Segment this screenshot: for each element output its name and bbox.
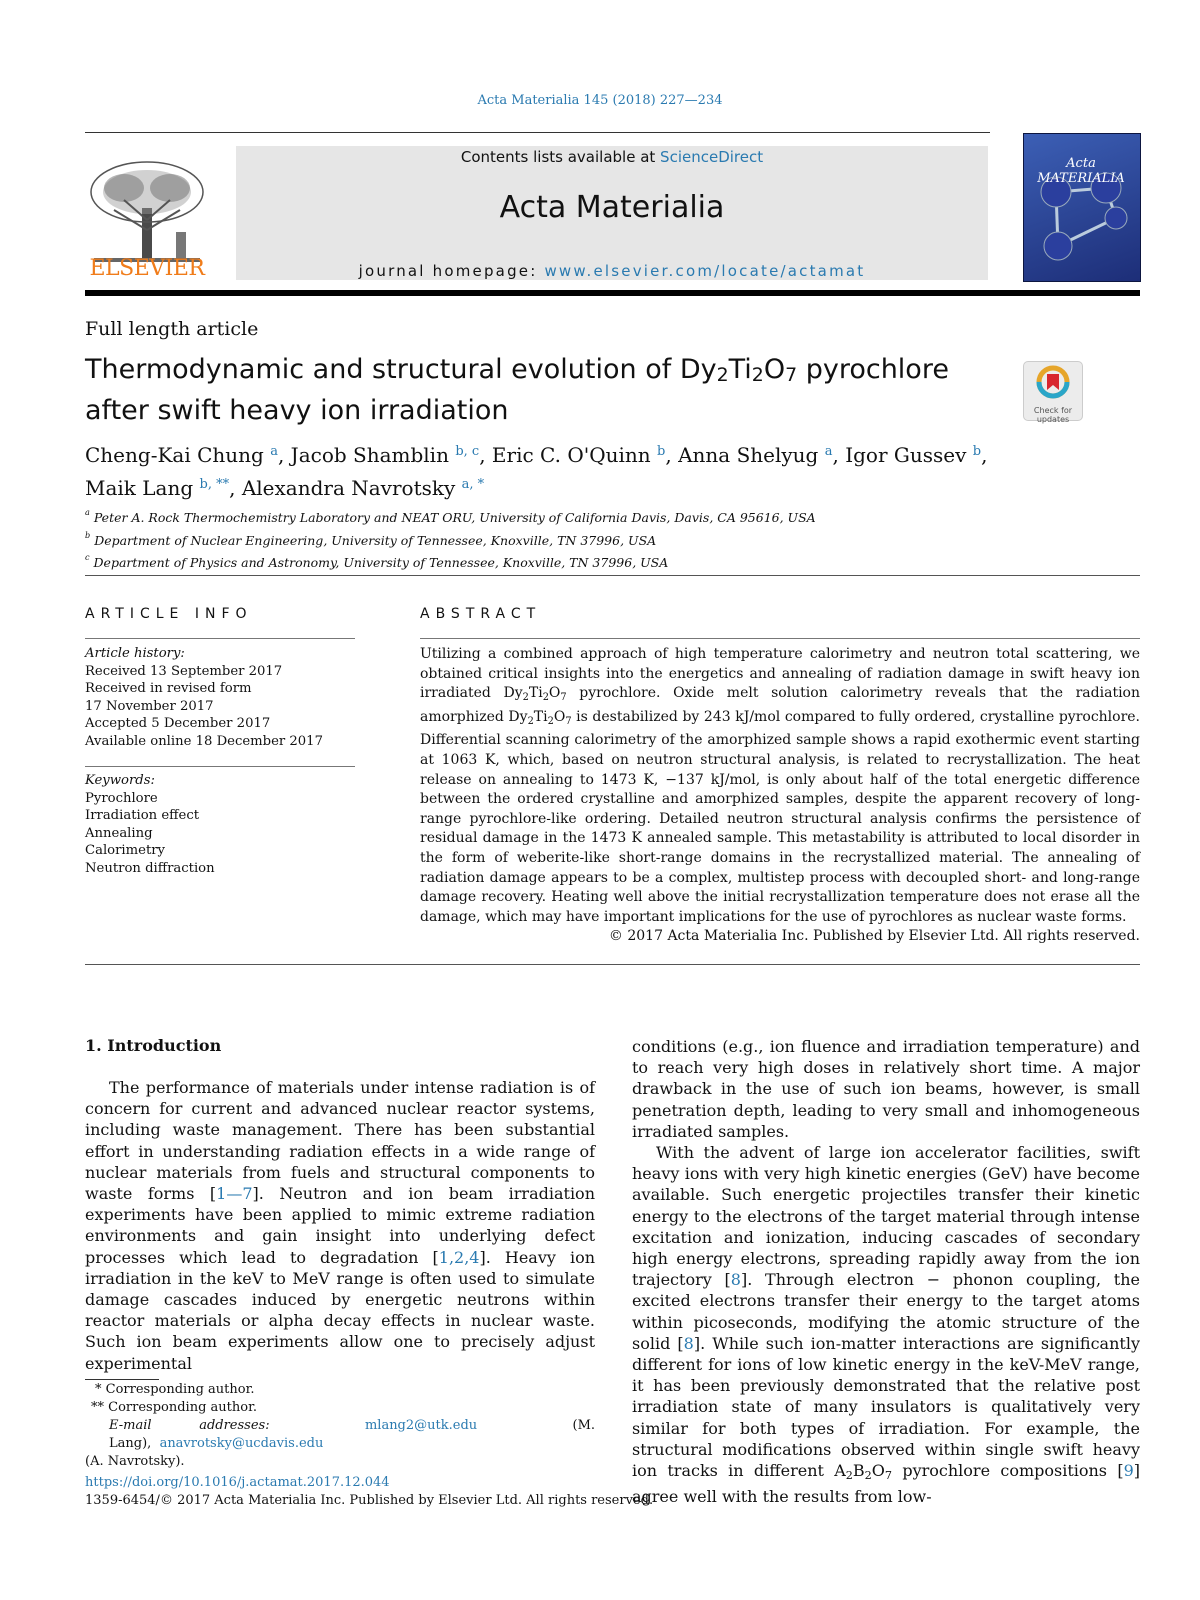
reference-link[interactable]: 9 xyxy=(1123,1461,1134,1481)
article-title: Thermodynamic and structural evolution of $Dy_2Ti_2O_7$ pyrochlore after swift heavy ion irradiation xyxy=(85,354,949,426)
author-list: Cheng-Kai Chung $^a$, Jacob Shamblin $^{b, c}$, Eric C. O'Quinn $^b$, Anna Shelyug $^a$, Igor Gussev $^b$, Maik Lang $^{b, **}$, Alexandra Navrotsky $^{a, *}$ xyxy=(85,443,988,500)
keyword: Annealing xyxy=(85,825,153,841)
reference-link[interactable]: 1—7 xyxy=(216,1184,253,1204)
bookmark-icon xyxy=(1024,362,1082,402)
header-thick-rule xyxy=(85,290,1140,296)
introduction-heading: 1. Introduction xyxy=(85,1036,222,1055)
article-type: Full length article xyxy=(85,318,259,340)
sciencedirect-link[interactable]: ScienceDirect xyxy=(660,148,764,166)
intro-column-left: The performance of materials under intense radiation is of concern for current and advanced nuclear reactor systems, including waste management. There has been substantial effort in understanding radiation effects in a wide range of nuclear materials from fuels and structural components to waste forms [1—7]. Neutron and ion beam irradiation experiments have been applied to mimic extreme radiation environments and gain insight into underlying defect processes which lead to degradation [1,2,4]. Heavy ion irradiation in the keV to MeV range is often used to simulate damage cascades induced by energetic neutrons within reactor materials or alpha decay effects in nuclear waste. Such ion beam experiments allow one to precisely adjust experimental xyxy=(85,1078,596,1373)
author[interactable]: Igor Gussev $^b$ xyxy=(845,443,982,467)
email-link[interactable]: mlang2@utk.edu xyxy=(364,1418,478,1433)
homepage-line: journal homepage: www.elsevier.com/locate/actamat xyxy=(358,262,866,280)
author[interactable]: Jacob Shamblin $^{b, c}$ xyxy=(290,443,480,467)
abstract-heading: ABSTRACT xyxy=(420,606,542,622)
affiliation: $^a$ Peter A. Rock Thermochemistry Laboratory and NEAT ORU, University of California Davis, Davis, CA 95616, USA xyxy=(85,507,816,525)
header-rule xyxy=(85,132,990,133)
reference-link[interactable]: 8 xyxy=(683,1333,694,1353)
section-rule xyxy=(85,575,1140,576)
author[interactable]: Anna Shelyug $^a$ xyxy=(678,443,833,467)
footnote-rule xyxy=(85,1379,159,1380)
author[interactable]: Maik Lang $^{b, **}$ xyxy=(85,476,230,500)
cover-title: Acta MATERIALIA xyxy=(1037,156,1125,186)
abstract-text: Utilizing a combined approach of high temperature calorimetry and neutron total scattering, we obtained critical insights into the energetics and annealing of radiation damage in swift heavy ion irradiated $Dy_2Ti_2O_7$ pyrochlore. Oxide melt solution calorimetry reveals that the radiation amorphized $Dy_2Ti_2O_7$ is destabilized by 243 kJ/mol compared to fully ordered, crystalline pyrochlore. Differential scanning calorimetry of the amorphized sample shows a rapid exothermic event starting at 1063 K, which, based on neutron structural analysis, is related to recrystallization. The heat release on annealing to 1473 K, −137 kJ/mol, is only about half of the total energetic difference between the ordered crystalline and amorphized samples, despite the apparent recovery of long-range pyrochlore-like ordering. Detailed neutron structural analysis confirms the persistence of residual damage in the 1473 K annealed sample. This metastability is attributed to local disorder in the form of weberite-like short-range domains in the recrystallized material. The annealing of radiation damage appears to be a complex, multistep process with decoupled short- and long-range damage recovery. Heating well above the initial recrystallization temperature does not erase all the damage, which may have important implications for the use of pyrochlores as nuclear waste forms. © 2017 Acta Materialia Inc. Published by Elsevier Ltd. All rights reserved. xyxy=(420,645,1140,947)
article-history: Article history: Received 13 September 2017 Received in revised form 17 November 2017 Accepted 5 December 2017 Available online 18 December 2017 xyxy=(85,646,323,749)
keyword: Pyrochlore xyxy=(85,790,158,806)
reference-link[interactable]: 8 xyxy=(730,1270,741,1290)
author[interactable]: Cheng-Kai Chung $^a$ xyxy=(85,443,278,467)
affiliation: $^b$ Department of Nuclear Engineering, University of Tennessee, Knoxville, TN 37996, USA xyxy=(85,529,657,548)
journal-title: Acta Materialia xyxy=(499,190,725,225)
section-rule xyxy=(85,964,1140,965)
info-rule xyxy=(85,766,355,767)
journal-citation[interactable]: Acta Materialia 145 (2018) 227—234 xyxy=(477,93,723,108)
info-rule xyxy=(85,638,355,639)
publisher-name: ELSEVIER xyxy=(89,256,205,281)
keyword: Neutron diffraction xyxy=(85,860,215,876)
footnotes: * Corresponding author. ** Corresponding author. E-mail addresses: mlang2@utk.edu (M. Lang), anavrotsky@ucdavis.edu (A. Navrotsky). xyxy=(85,1382,596,1469)
check-for-updates-badge[interactable] xyxy=(1023,361,1083,424)
intro-column-right: conditions (e.g., ion fluence and irradiation temperature) and to reach very high doses in relatively short time. A major drawback in the use of such ion beams, however, is small penetration depth, leading to very small and inhomogeneous irradiated samples. With the advent of large ion accelerator facilities, swift heavy ions with very high kinetic energies (GeV) have become available. Such energetic projectiles transfer their kinetic energy to the electrons of the target material through intense excitation and ionization, inducing cascades of secondary high energy electrons, spreading rapidly away from the ion trajectory [8]. Through electron − phonon coupling, the excited electrons transfer their energy to the target atoms within picoseconds, modifying the atomic structure of the solid [8]. While such ion-matter interactions are significantly different for ions of low kinetic energy in the keV-MeV range, it has been previously demonstrated that the relative post irradiation state of many insulators is qualitatively very similar for both types of irradiation. For example, the structural modifications observed within single swift heavy ion tracks in different $A_2B_2O_7$ pyrochlore compositions [9] agree well with the results from low- xyxy=(632,1037,1140,1507)
keywords: Keywords: Pyrochlore Irradiation effect Annealing Calorimetry Neutron diffraction xyxy=(85,772,355,877)
doi-link[interactable]: https://doi.org/10.1016/j.actamat.2017.12.044 xyxy=(85,1475,390,1490)
abstract-rule xyxy=(420,638,1140,639)
keyword: Irradiation effect xyxy=(85,808,200,823)
contents-line: Contents lists available at ScienceDirect xyxy=(460,148,764,166)
homepage-link[interactable]: www.elsevier.com/locate/actamat xyxy=(544,262,866,280)
author[interactable]: Alexandra Navrotsky $^{a, *}$ xyxy=(241,476,485,500)
reference-link[interactable]: 1,2,4 xyxy=(438,1247,480,1267)
issn-copyright: 1359-6454/© 2017 Acta Materialia Inc. Published by Elsevier Ltd. All rights reserved. xyxy=(85,1493,654,1508)
email-link[interactable]: anavrotsky@ucdavis.edu xyxy=(159,1436,324,1451)
affiliation: $^c$ Department of Physics and Astronomy, University of Tennessee, Knoxville, TN 37996, USA xyxy=(85,552,669,570)
keyword: Calorimetry xyxy=(85,843,165,858)
affiliations xyxy=(85,504,985,572)
badge-label: Check for updates xyxy=(1033,406,1073,424)
author[interactable]: Eric C. O'Quinn $^b$ xyxy=(491,443,666,467)
abstract-copyright: © 2017 Acta Materialia Inc. Published by Elsevier Ltd. All rights reserved. xyxy=(608,928,1140,945)
article-info-heading: ARTICLE INFO xyxy=(85,606,253,622)
footer xyxy=(85,1474,653,1510)
